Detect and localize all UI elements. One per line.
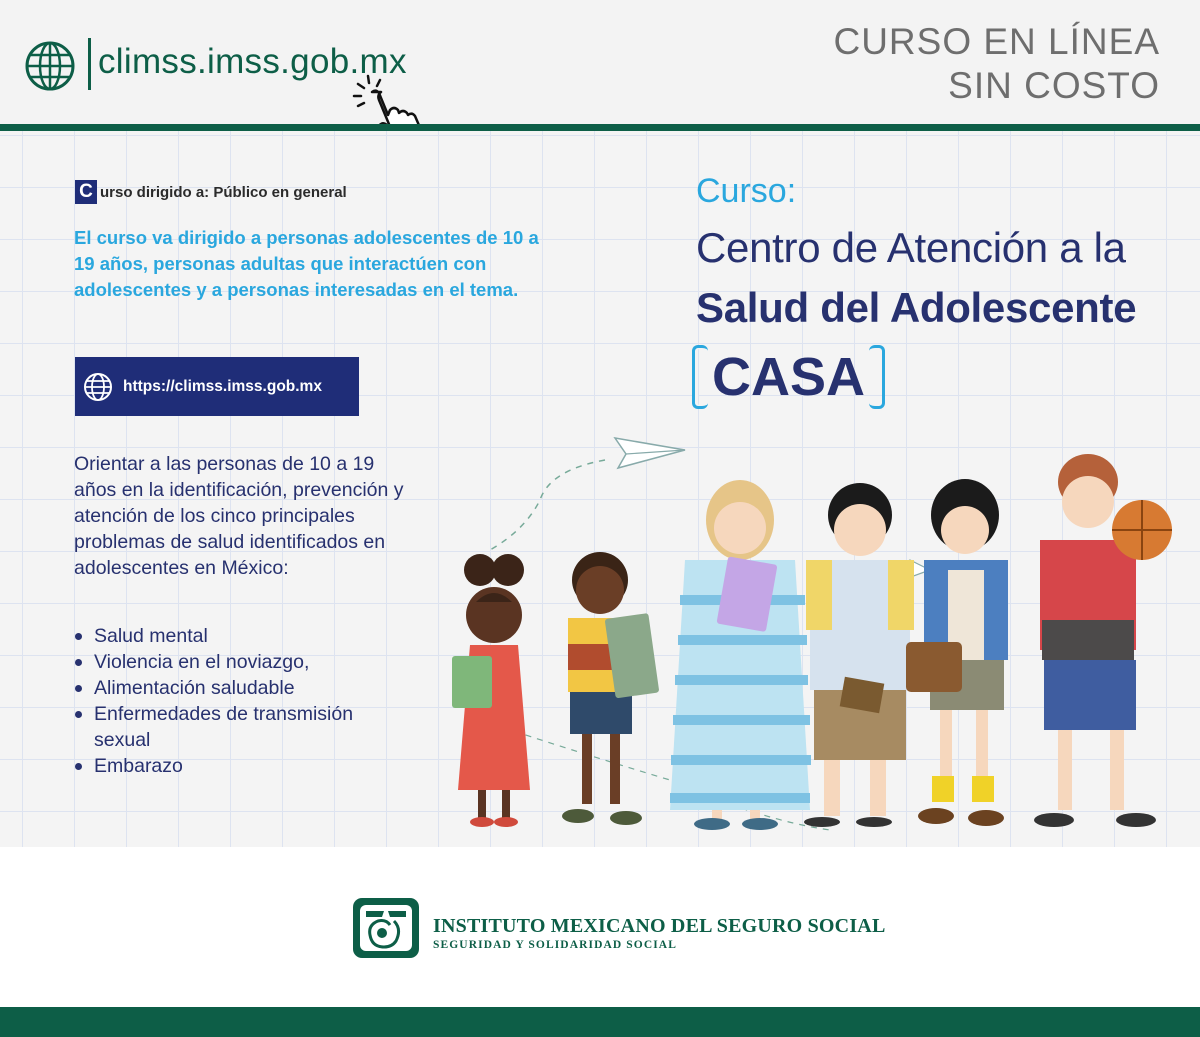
bracket-right [869, 345, 885, 409]
site-url-link[interactable]: climss.imss.gob.mx [98, 42, 407, 81]
bracket-left [692, 345, 708, 409]
header-divider [88, 38, 91, 90]
institution-motto: SEGURIDAD Y SOLIDARIDAD SOCIAL [433, 939, 677, 951]
tagline-line-1: CURSO EN LÍNEA [833, 21, 1160, 62]
child-boy-basketball [1034, 454, 1172, 827]
list-item: Embarazo [74, 753, 404, 779]
header-tagline [833, 20, 1160, 108]
header-bar [0, 124, 1200, 131]
footer-bar [0, 1007, 1200, 1037]
target-initial-box: C [75, 180, 97, 204]
list-item: Enfermedades de transmisión sexual [74, 701, 404, 753]
topics-list [74, 623, 404, 779]
globe-icon [83, 372, 113, 402]
course-url-button[interactable] [75, 357, 359, 416]
child-boy-vest [804, 483, 914, 827]
target-audience-line [75, 180, 347, 204]
course-acronym [692, 342, 885, 412]
course-name-line-1: Centro de Atención a la [696, 224, 1126, 271]
list-item: Salud mental [74, 623, 404, 649]
target-audience-text: urso dirigido a: Público en general [100, 183, 347, 201]
footer [0, 847, 1200, 1007]
adolescents-illustration [430, 420, 1200, 840]
header [0, 0, 1200, 124]
list-item: Alimentación saludable [74, 675, 404, 701]
imss-logo-icon [352, 897, 420, 959]
course-name-line-2: Salud del Adolescente [696, 284, 1137, 331]
institution-name: INSTITUTO MEXICANO DEL SEGURO SOCIAL [433, 915, 886, 937]
child-girl-striped-dress [670, 480, 811, 830]
globe-icon [24, 40, 76, 92]
child-girl-red-dress [452, 554, 530, 827]
course-url-label: https://climss.imss.gob.mx [123, 377, 322, 395]
child-girl-satchel [906, 479, 1008, 826]
course-label: Curso: [696, 172, 797, 210]
acronym-text: CASA [712, 347, 866, 407]
course-objective: Orientar a las personas de 10 a 19 años en la identificación, prevención y atención de los cinco principales problemas de salud identificados en adolescentes en México: [74, 453, 404, 579]
list-item: Violencia en el noviazgo, [74, 649, 404, 675]
audience-description: El curso va dirigido a personas adolescentes de 10 a 19 años, personas adultas que interactúen con adolescentes y a personas interesadas en el tema. [74, 227, 539, 300]
child-boy-striped-shirt [562, 552, 659, 825]
paper-plane-icon [615, 438, 685, 468]
tagline-line-2: SIN COSTO [948, 65, 1160, 106]
